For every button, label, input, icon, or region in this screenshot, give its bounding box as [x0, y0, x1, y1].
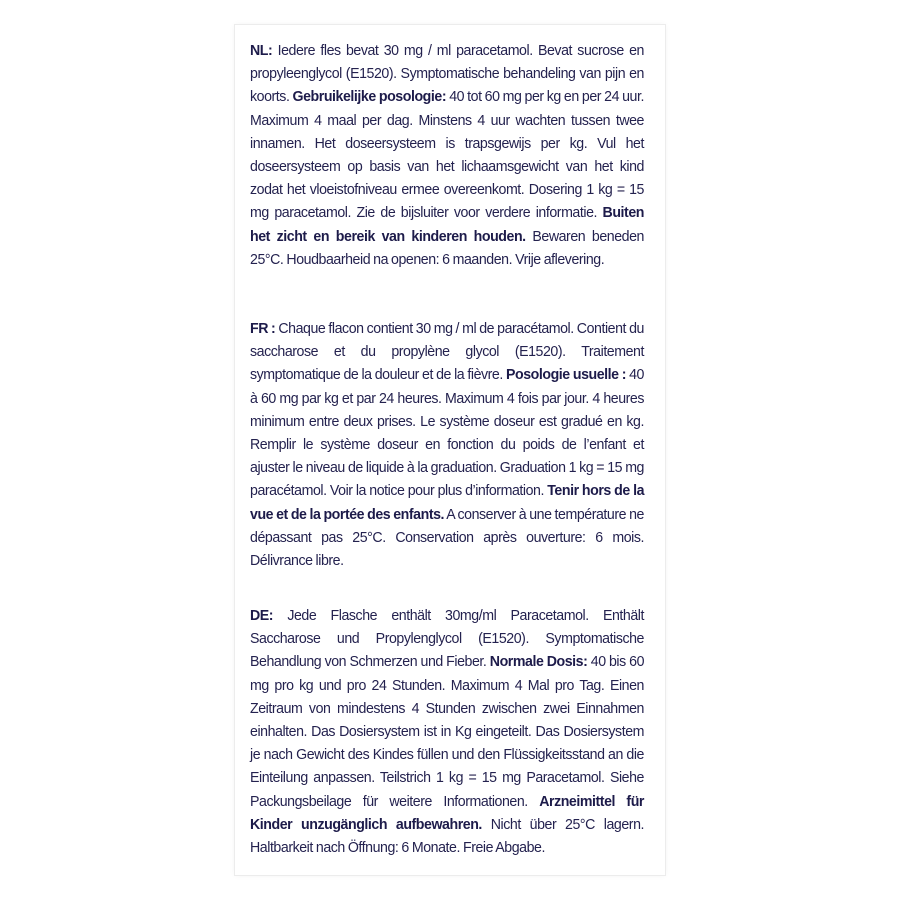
french-children-warning: Tenir hors de la vue et de la portée des enfants. — [250, 483, 645, 523]
french-text-1: Chaque flacon contient 30 mg / ml de paracétamol. Contient du saccharose et du propylène glycol (E1520). Traitement symptomatique de la douleur et de la fièvre. — [250, 321, 644, 384]
dutch-text-2: 40 tot 60 mg per kg en per 24 uur. Maximum 4 maal per dag. Minstens 4 uur wachten tussen twee innamen. Het doseersysteem is trapsgewijs per kg. Vul het doseersysteem op basis van het lichaamsgewicht van het kind zodat het vloeistofniveau ermee overeenkomt. Dosering 1 kg = 15 mg paracetamol. Zie de bijsluiter voor verdere informatie. — [250, 89, 644, 222]
french-language-code: FR : — [250, 321, 276, 337]
dutch-dosage-heading: Gebruikelijke posologie: — [292, 89, 447, 106]
german-text-1: Jede Flasche enthält 30mg/ml Paracetamol. Enthält Saccharose und Propylenglycol (E1520). Symptomatische Behandlung von Schmerzen und Fieber. — [250, 608, 644, 671]
dutch-text-1: Iedere fles bevat 30 mg / ml paracetamol. Bevat sucrose en propyleenglycol (E1520). Symptomatische behandeling van pijn en koorts. — [250, 43, 644, 106]
german-text-2: 40 bis 60 mg pro kg und pro 24 Stunden. Maximum 4 Mal pro Tag. Einen Zeitraum von mindestens 4 Stunden zwischen zwei Einnahmen einhalten. Das Dosiersystem ist in Kg eingeteilt. Das Dosiersystem je nach Gewicht des Kindes füllen und den Flüssigkeitsstand an die Einteilung anpassen. Teilstrich 1 kg = 15 mg Paracetamol. Siehe Packungsbeilage für weitere Informationen. — [250, 654, 645, 810]
french-section — [250, 318, 644, 573]
dutch-text-3: Bewaren beneden 25°C. Houdbaarheid na openen: 6 maanden. Vrije aflevering. — [250, 228, 644, 268]
dutch-children-warning: Buiten het zicht en bereik van kinderen houden. — [250, 205, 644, 245]
german-language-code: DE: — [250, 608, 274, 624]
french-text-3: A conserver à une température ne dépassant pas 25°C. Conservation après ouverture: 6 mois. Délivrance libre. — [250, 506, 644, 570]
german-children-warning: Arzneimittel für Kinder unzugänglich aufbewahren. — [250, 793, 644, 833]
french-text-2: 40 à 60 mg par kg et par 24 heures. Maximum 4 fois par jour. 4 heures minimum entre deux prises. Le système doseur est gradué en kg. Remplir le système doseur en fonction du poids de l’enfant et ajuster le niveau de liquide à la graduation. Graduation 1 kg = 15 mg paracétamol. Voir la notice pour plus d’information. — [250, 367, 644, 500]
german-text-3: Nicht über 25°C lagern. Haltbarkeit nach Öffnung: 6 Monate. Freie Abgabe. — [250, 816, 644, 857]
dutch-section — [250, 40, 644, 272]
german-section — [250, 605, 644, 860]
dutch-language-code: NL: — [250, 43, 273, 59]
french-dosage-heading: Posologie usuelle : — [505, 367, 626, 384]
german-dosage-heading: Normale Dosis: — [489, 654, 588, 671]
